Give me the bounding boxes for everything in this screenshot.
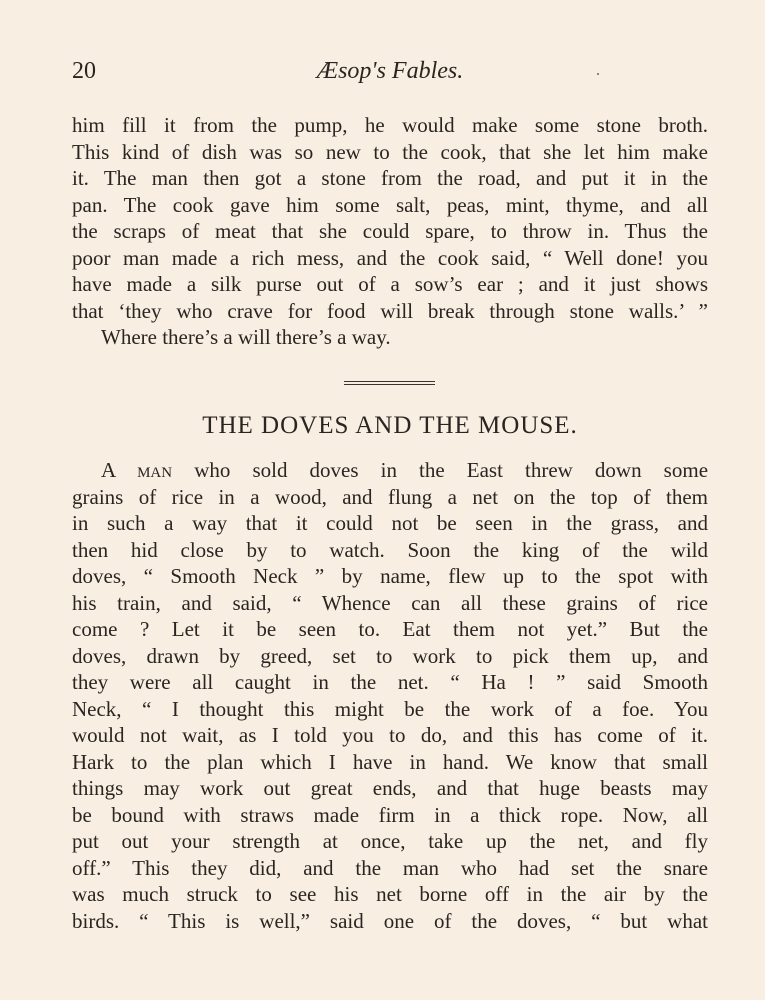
first-line-text: who sold doves in the East threw down some xyxy=(194,458,709,482)
text-line-first xyxy=(72,457,708,484)
text-line: his train, and said, “ Whence can all these grains of rice xyxy=(72,590,708,615)
text-line: they were all caught in the net. “ Ha ! ” said Smooth xyxy=(72,670,708,694)
text-line-closing: Where there’s a will there’s a way. xyxy=(101,325,391,349)
text-line: him fill it from the pump, he would make some stone broth. xyxy=(72,113,708,137)
section-divider xyxy=(344,381,435,385)
text-line: Neck, “ I thought this might be the work of a foe. You xyxy=(72,696,708,721)
section-title: THE DOVES AND THE MOUSE. xyxy=(202,412,578,439)
text-line: put out your strength at once, take up the net, and fly xyxy=(72,829,708,853)
text-line: birds. “ This is well,” said one of the doves, “ but what xyxy=(72,908,708,933)
opening-paragraph xyxy=(72,112,708,351)
fable-paragraph xyxy=(72,457,708,934)
text-line: Hark to the plan which I have in hand. We know that small xyxy=(72,749,708,774)
drop-word: A man xyxy=(101,458,173,482)
text-line: pan. The cook gave him some salt, peas, mint, thyme, and all xyxy=(72,192,708,217)
text-line: things may work out great ends, and that huge beasts may xyxy=(72,776,708,800)
text-line: it. The man then got a stone from the road, and put it in the xyxy=(72,166,708,190)
text-line: then hid close by to watch. Soon the king of the wild xyxy=(72,537,708,562)
text-line: be bound with straws made firm in a thick rope. Now, all xyxy=(72,802,708,827)
text-line: have made a silk purse out of a sow’s ear ; and it just shows xyxy=(72,272,708,296)
text-line: doves, drawn by greed, set to work to pick them up, and xyxy=(72,643,708,668)
text-line: This kind of dish was so new to the cook, that she let him make xyxy=(72,139,708,164)
ink-speck xyxy=(597,73,599,75)
text-line: come ? Let it be seen to. Eat them not yet.” But the xyxy=(72,617,708,641)
text-line: doves, “ Smooth Neck ” by name, flew up to the spot with xyxy=(72,564,708,588)
page-header xyxy=(72,58,708,92)
text-line: grains of rice in a wood, and flung a net on the top of them xyxy=(72,484,708,509)
running-title: Æsop's Fables. xyxy=(316,58,464,84)
text-line: would not wait, as I told you to do, and this has come of it. xyxy=(72,723,708,747)
text-line: poor man made a rich mess, and the cook said, “ Well done! you xyxy=(72,245,708,270)
text-line: off.” This they did, and the man who had set the snare xyxy=(72,855,708,880)
text-line: in such a way that it could not be seen in the grass, and xyxy=(72,511,708,535)
text-line: was much struck to see his net borne off in the air by the xyxy=(72,882,708,906)
text-line: that ‘they who crave for food will break through stone walls.’ ” xyxy=(72,298,708,323)
page-number: 20 xyxy=(72,58,96,84)
text-line: the scraps of meat that she could spare, to throw in. Thus the xyxy=(72,219,708,243)
